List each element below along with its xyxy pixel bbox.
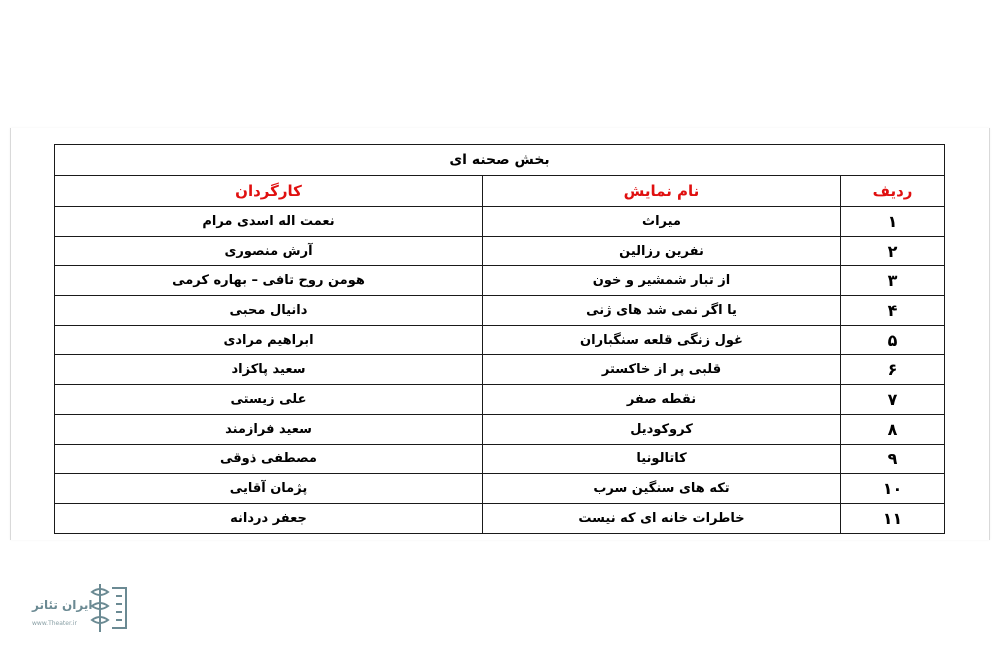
director-cell: سعید فرازمند <box>55 414 483 444</box>
row-number-cell: ۵ <box>841 325 945 355</box>
play-name-cell: تکه های سنگین سرب <box>483 474 841 504</box>
table-body <box>55 207 945 534</box>
row-number-cell: ۸ <box>841 414 945 444</box>
stage-section-table <box>54 144 945 534</box>
play-name-cell: یا اگر نمی شد های ژنی <box>483 296 841 326</box>
table-row <box>55 444 945 474</box>
header-play-name: نام نمایش <box>483 176 841 207</box>
director-cell: ابراهیم مرادی <box>55 325 483 355</box>
table-row <box>55 474 945 504</box>
table-title-row <box>55 145 945 176</box>
row-number-cell: ۱۰ <box>841 474 945 504</box>
row-number-cell: ۷ <box>841 385 945 415</box>
table-row <box>55 236 945 266</box>
director-cell: آرش منصوری <box>55 236 483 266</box>
logo-name: ایران تئاتر <box>32 598 93 612</box>
play-name-cell: کاتالونیا <box>483 444 841 474</box>
table-row <box>55 414 945 444</box>
table-title: بخش صحنه ای <box>55 145 945 176</box>
row-number-cell: ۶ <box>841 355 945 385</box>
director-cell: مصطفی ذوقی <box>55 444 483 474</box>
play-name-cell: میراث <box>483 207 841 237</box>
row-number-cell: ۱ <box>841 207 945 237</box>
row-number-cell: ۹ <box>841 444 945 474</box>
table-header-row <box>55 176 945 207</box>
table-row <box>55 355 945 385</box>
row-number-cell: ۱۱ <box>841 503 945 533</box>
table-row <box>55 385 945 415</box>
table-row <box>55 207 945 237</box>
play-name-cell: نفرین رزالین <box>483 236 841 266</box>
row-number-cell: ۲ <box>841 236 945 266</box>
row-number-cell: ۴ <box>841 296 945 326</box>
row-number-cell: ۳ <box>841 266 945 296</box>
play-name-cell: نقطه صفر <box>483 385 841 415</box>
director-cell: پژمان آقایی <box>55 474 483 504</box>
director-cell: علی زیستی <box>55 385 483 415</box>
table-row <box>55 266 945 296</box>
play-name-cell: غول زنگی قلعه سنگباران <box>483 325 841 355</box>
play-name-cell: خاطرات خانه ای که نیست <box>483 503 841 533</box>
table-row <box>55 503 945 533</box>
director-cell: سعید پاکزاد <box>55 355 483 385</box>
header-row-number: ردیف <box>841 176 945 207</box>
play-name-cell: قلبی پر از خاکستر <box>483 355 841 385</box>
table-row <box>55 325 945 355</box>
header-director: کارگردان <box>55 176 483 207</box>
table-row <box>55 296 945 326</box>
logo-url: www.Theater.ir <box>32 620 77 627</box>
director-cell: هومن روح تافی – بهاره کرمی <box>55 266 483 296</box>
play-name-cell: کروکودیل <box>483 414 841 444</box>
director-cell: نعمت اله اسدی مرام <box>55 207 483 237</box>
director-cell: جعفر دردانه <box>55 503 483 533</box>
director-cell: دانیال محبی <box>55 296 483 326</box>
play-name-cell: از تبار شمشیر و خون <box>483 266 841 296</box>
